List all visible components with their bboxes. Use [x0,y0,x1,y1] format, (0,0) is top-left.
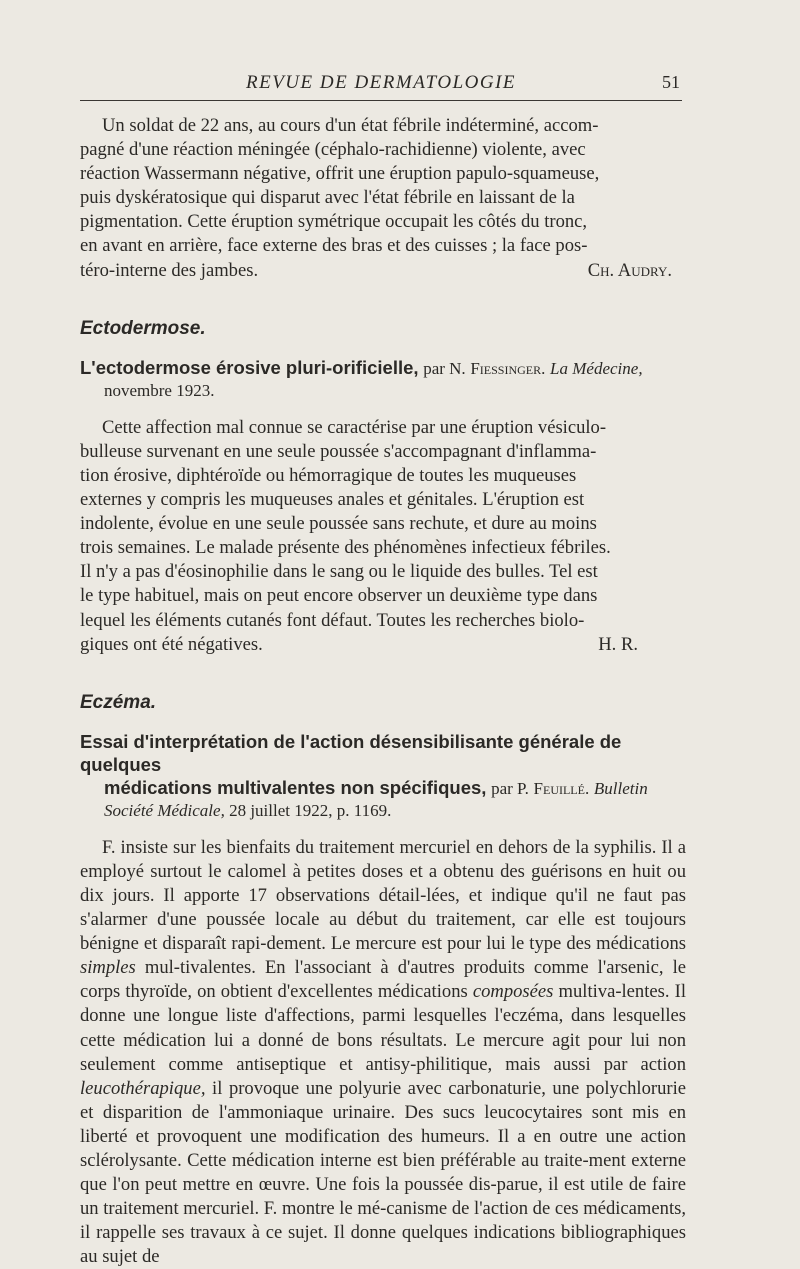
intro-line: Un soldat de 22 ans, au cours d'un état fébrile indéterminé, accom- [102,115,599,136]
section-heading-eczema: Eczéma. [80,691,157,713]
emphasis-text: leucothérapique, [80,1077,206,1099]
article-header [80,357,686,402]
intro-paragraph [80,114,686,283]
eczema-body [80,836,686,1269]
article-title-cont: médications multivalentes non spécifiques, [104,776,487,798]
body-line: lequel les éléments cutanés font défaut. Toutes les recherches biolo- [80,609,585,631]
body-line: tion érosive, diphtéroïde ou hémorragique de toutes les muqueuses [80,464,577,486]
body-line: trois semaines. Le malade présente des phénomènes infectieux fébriles. [80,537,611,559]
ref-prefix: par N. [423,358,466,378]
body-line: indolente, évolue en une seule poussée sans rechute, et dure au moins [80,513,597,535]
ref-author: Fiessinger. [470,358,546,378]
emphasis-text: composées [472,981,554,1003]
signature: Ch. Audry. [587,259,672,281]
emphasis-text: simples [80,957,136,979]
body-text: multiva-lentes. Il donne une longue liste d'affections, parmi lesquelles l'eczéma, dans lesquelles cette médication lui a donné de bons résultats. Le mercure agit pour lui non seulement comme antiseptique et antisy-philitique, mais aussi par action [80,981,686,1075]
page-content [80,114,686,1269]
intro-line: en avant en arrière, face externe des bras et des cuisses ; la face pos- [80,235,588,257]
ref-date: novembre 1923. [104,380,215,400]
ectodermose-last-line: giques ont été négatives. [80,633,263,655]
intro-last-line: téro-interne des jambes. [80,259,259,281]
ref-author: Feuillé. [533,778,590,798]
body-line: bulleuse survenant en une seule poussée s'accompagnant d'inflamma- [80,440,597,462]
body-line: externes y compris les muqueuses anales et génitales. L'éruption est [80,489,585,511]
section-heading-ectodermose: Ectodermose. [80,317,206,339]
page-header [80,70,682,101]
body-line: Il n'y a pas d'éosinophilie dans le sang ou le liquide des bulles. Tel est [80,561,598,583]
ref-journal: Bulletin [593,778,648,798]
intro-line: pagné d'une réaction méningée (céphalo-rachidienne) violente, avec [80,139,586,161]
article-header [80,731,686,822]
ectodermose-closing-line [80,633,686,657]
running-title: REVUE DE DERMATOLOGIE [245,72,517,93]
intro-line: pigmentation. Cette éruption symétrique occupait les côtés du tronc, [80,211,588,233]
intro-closing-line [80,259,686,283]
ref-journal: La Médecine, [550,358,643,378]
body-text: mul-tivalentes. En l'associant à d'autres produits comme l'arsenic, le corps thyroïde, on obtient d'excellentes médications [80,957,686,1003]
body-text: il provoque une polyurie avec carbonaturie, une polychlorurie et disparition de l'ammoniaque urinaire. Des sucs leucocytaires sont mis en liberté et provoquent une modification des humeurs. Il a en outre une action sclérolysante. Cette médication interne est bien préférable au traite-ment externe que l'on peut mettre en œuvre. Une fois la poussée dis-parue, il est utile de faire un traitement mercuriel. F. montre le mé-canisme de l'action de ces médicaments, il rappelle ses travaux à ce sujet. Il donne quelques indications bibliographiques au sujet de [80,1077,686,1268]
body-line: le type habituel, mais on peut encore observer un deuxième type dans [80,585,598,607]
body-text: F. insiste sur les bienfaits du traitement mercuriel en dehors de la syphilis. Il a employé surtout le calomel à petites doses et a obtenu des guérisons en huit ou dix jours. Il apporte 17 observations détail-lées, et indique qu'il ne faut pas s'alarmer d'une poussée locale au début du traitement, car elle est toujours bénigne et disparaît rapi-dement. Le mercure est pour lui le type des médications [80,836,686,955]
ectodermose-body [80,416,686,657]
page-number: 51 [662,72,680,92]
intro-line: réaction Wassermann négative, offrit une éruption papulo-squameuse, [80,163,600,185]
intro-line: puis dyskératosique qui disparut avec l'état fébrile en laissant de la [80,187,575,209]
ref-prefix: par P. [491,778,529,798]
article-title: Essai d'interprétation de l'action désensibilisante générale de quelques [80,730,622,775]
signature: H. R. [598,633,638,655]
ref-date: 28 juillet 1922, p. 1169. [229,800,392,820]
article-title: L'ectodermose érosive pluri-orificielle, [80,356,419,378]
body-line: Cette affection mal connue se caractérise par une éruption vésiculo- [102,416,607,438]
ref-journal-cont: Société Médicale, [104,800,225,820]
